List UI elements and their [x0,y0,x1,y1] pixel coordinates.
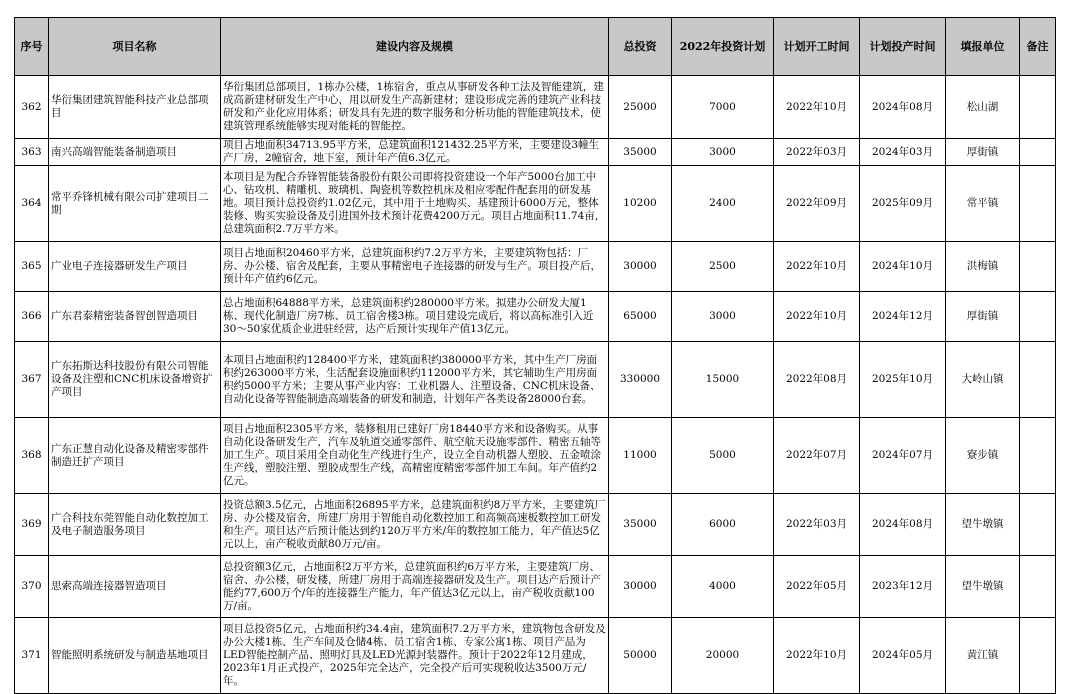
header-total-investment: 总投资 [609,18,672,76]
cell-remark [1020,494,1056,556]
cell-start-time: 2022年05月 [774,556,860,618]
cell-reporting-unit: 黄江镇 [946,618,1020,694]
cell-plan-2022: 2500 [672,242,774,292]
cell-project-name: 常平乔锋机械有限公司扩建项目二期 [49,166,221,242]
cell-start-time: 2022年09月 [774,166,860,242]
cell-start-time: 2022年07月 [774,418,860,494]
cell-total-investment: 35000 [609,139,672,166]
cell-reporting-unit: 望牛墩镇 [946,556,1020,618]
cell-plan-2022: 3000 [672,139,774,166]
cell-project-name: 智能照明系统研发与制造基地项目 [49,618,221,694]
cell-seq: 370 [15,556,49,618]
cell-remark [1020,556,1056,618]
cell-operation-time: 2024年12月 [860,292,946,342]
cell-total-investment: 65000 [609,292,672,342]
table-row [15,242,1056,292]
cell-remark [1020,342,1056,418]
cell-total-investment: 30000 [609,556,672,618]
cell-reporting-unit: 松山湖 [946,76,1020,139]
table-row [15,342,1056,418]
table-row [15,292,1056,342]
cell-content: 总占地面积64888平方米，总建筑面积约280000平方米。拟建办公研发大厦1栋、现代化制造厂房7栋、员工宿舍楼3栋。项目建设完成后，将以高标准引入近30～50家优质企业进驻经营，达产后预计实现年产值13亿元。 [221,292,609,342]
cell-project-name: 广东正慧自动化设备及精密零部件制造迁扩产项目 [49,418,221,494]
cell-project-name: 华衍集团建筑智能科技产业总部项目 [49,76,221,139]
cell-operation-time: 2024年10月 [860,242,946,292]
cell-reporting-unit: 厚街镇 [946,292,1020,342]
cell-project-name: 广业电子连接器研发生产项目 [49,242,221,292]
cell-operation-time: 2024年08月 [860,76,946,139]
cell-start-time: 2022年03月 [774,139,860,166]
header-seq: 序号 [15,18,49,76]
cell-seq: 363 [15,139,49,166]
cell-seq: 364 [15,166,49,242]
cell-content: 总投资额3亿元，占地面积2万平方米，总建筑面积约6万平方米，主要建筑厂房、宿舍、办公楼，研发楼，所建厂房用于高端连接器研发及生产。项目达产后预计产能约77,600万个/年的连接器生产能力，年产值达3亿元以上，亩产税收贡献100万/亩。 [221,556,609,618]
cell-operation-time: 2025年10月 [860,342,946,418]
cell-project-name: 广合科技东莞智能自动化数控加工及电子制造服务项目 [49,494,221,556]
cell-total-investment: 10200 [609,166,672,242]
cell-project-name: 南兴高端智能装备制造项目 [49,139,221,166]
header-reporting-unit: 填报单位 [946,18,1020,76]
cell-seq: 365 [15,242,49,292]
cell-content: 项目占地面积20460平方米，总建筑面积约7.2万平方米，主要建筑物包括：厂房、办公楼、宿舍及配套，主要从事精密电子连接器的研发与生产。项目投产后，预计年产值约6亿元。 [221,242,609,292]
cell-content: 项目占地面积2305平方米，装修租用已建好厂房18440平方米和设备购买。从事自动化设备研发生产，汽车及轨道交通零部件、航空航天设施零部件、精密五轴等加工生产。项目采用全自动化生产线进行生产，设立全自动机器人塑胶、五金喷涂生产线，塑胶注塑、塑胶成型生产线，高精密度精密零部件加工车间。年产值约2亿元。 [221,418,609,494]
cell-reporting-unit: 望牛墩镇 [946,494,1020,556]
cell-plan-2022: 4000 [672,556,774,618]
cell-project-name: 广东君泰精密装备智创智造项目 [49,292,221,342]
cell-plan-2022: 15000 [672,342,774,418]
cell-start-time: 2022年03月 [774,494,860,556]
cell-remark [1020,139,1056,166]
cell-plan-2022: 20000 [672,618,774,694]
cell-operation-time: 2024年05月 [860,618,946,694]
cell-plan-2022: 5000 [672,418,774,494]
cell-remark [1020,618,1056,694]
cell-remark [1020,292,1056,342]
cell-total-investment: 11000 [609,418,672,494]
cell-total-investment: 50000 [609,618,672,694]
cell-remark [1020,166,1056,242]
table-row [15,76,1056,139]
cell-content: 投资总额3.5亿元，占地面积26895平方米，总建筑面积约8万平方米，主要建筑厂房、办公楼及宿舍，所建厂房用于智能自动化数控加工和高频高速板数控加工研发和生产。项目达产后预计能达到约120万平方米/年的数控加工能力，年产值达5亿元以上，亩产税收贡献80万元/亩。 [221,494,609,556]
cell-plan-2022: 3000 [672,292,774,342]
cell-reporting-unit: 常平镇 [946,166,1020,242]
cell-start-time: 2022年10月 [774,76,860,139]
cell-plan-2022: 7000 [672,76,774,139]
cell-total-investment: 25000 [609,76,672,139]
cell-total-investment: 35000 [609,494,672,556]
cell-start-time: 2022年10月 [774,242,860,292]
project-table [14,17,1056,694]
cell-project-name: 广东拓斯达科技股份有限公司智能设备及注塑和CNC机床设备增资扩产项目 [49,342,221,418]
table-row [15,166,1056,242]
cell-content: 本项目占地面积约128400平方米，建筑面积约380000平方米，其中生产厂房面积约263000平方米，生活配套设施面积约112000平方米，其它辅助生产用房面积约5000平方米；主要从事产业内容：工业机器人、注塑设备、CNC机床设备、自动化设备等智能制造高端装备的研发和制造，计划年产各类设备28000台套。 [221,342,609,418]
header-content: 建设内容及规模 [221,18,609,76]
cell-operation-time: 2024年08月 [860,494,946,556]
cell-content: 本项目是为配合乔锋智能装备股份有限公司即将投资建设一个年产5000台加工中心、钻攻机、精雕机、玻璃机、陶瓷机等数控机床及相应零配件配套用的研发基地。项目预计总投资约1.02亿元，其中用于土地购买、基建预计6000万元，整体装修、购买实验设备及引进国外技术预计花费4200万元。项目占地面积11.74亩，总建筑面积2.7万平方米。 [221,166,609,242]
table-row [15,618,1056,694]
cell-seq: 366 [15,292,49,342]
header-remark: 备注 [1020,18,1056,76]
cell-project-name: 思索高端连接器智造项目 [49,556,221,618]
header-start-time: 计划开工时间 [774,18,860,76]
cell-reporting-unit: 大岭山镇 [946,342,1020,418]
cell-reporting-unit: 洪梅镇 [946,242,1020,292]
cell-plan-2022: 2400 [672,166,774,242]
header-plan-2022: 2022年投资计划 [672,18,774,76]
cell-total-investment: 30000 [609,242,672,292]
header-project-name: 项目名称 [49,18,221,76]
table-row [15,139,1056,166]
cell-start-time: 2022年08月 [774,342,860,418]
cell-start-time: 2022年10月 [774,292,860,342]
cell-reporting-unit: 寮步镇 [946,418,1020,494]
cell-operation-time: 2024年03月 [860,139,946,166]
header-operation-time: 计划投产时间 [860,18,946,76]
cell-seq: 369 [15,494,49,556]
cell-seq: 371 [15,618,49,694]
header-row [15,18,1056,76]
cell-content: 项目总投资5亿元，占地面积约34.4亩，建筑面积7.2万平方米，建筑物包含研发及办公大楼1栋、生产车间及仓储4栋、员工宿舍1栋、专家公寓1栋、项目产品为LED智能控制产品、照明灯具及LED光源封装器件。预计于2022年12月建成，2023年1月正式投产，2025年完全达产，完全投产后可实现税收达3500万元/年。 [221,618,609,694]
cell-operation-time: 2024年07月 [860,418,946,494]
table-row [15,494,1056,556]
cell-reporting-unit: 厚街镇 [946,139,1020,166]
cell-seq: 367 [15,342,49,418]
cell-operation-time: 2025年09月 [860,166,946,242]
cell-content: 项目占地面积34713.95平方米，总建筑面积121432.25平方米，主要建设3幢生产厂房，2幢宿舍，地下室，预计年产值6.3亿元。 [221,139,609,166]
table-row [15,556,1056,618]
cell-remark [1020,76,1056,139]
cell-remark [1020,418,1056,494]
cell-plan-2022: 6000 [672,494,774,556]
cell-start-time: 2022年10月 [774,618,860,694]
cell-remark [1020,242,1056,292]
cell-content: 华衍集团总部项目，1栋办公楼，1栋宿舍，重点从事研发各种工法及智能建筑，建成高新建材研发生产中心，用以研发生产高新建材；建设形成完善的建筑产业科技研发和产业化应用体系；研发具有先进的数字服务和分析功能的智能建筑技术，使建筑管理系统能够实现对能耗的智能控。 [221,76,609,139]
cell-total-investment: 330000 [609,342,672,418]
cell-seq: 362 [15,76,49,139]
cell-operation-time: 2023年12月 [860,556,946,618]
table-row [15,418,1056,494]
cell-seq: 368 [15,418,49,494]
